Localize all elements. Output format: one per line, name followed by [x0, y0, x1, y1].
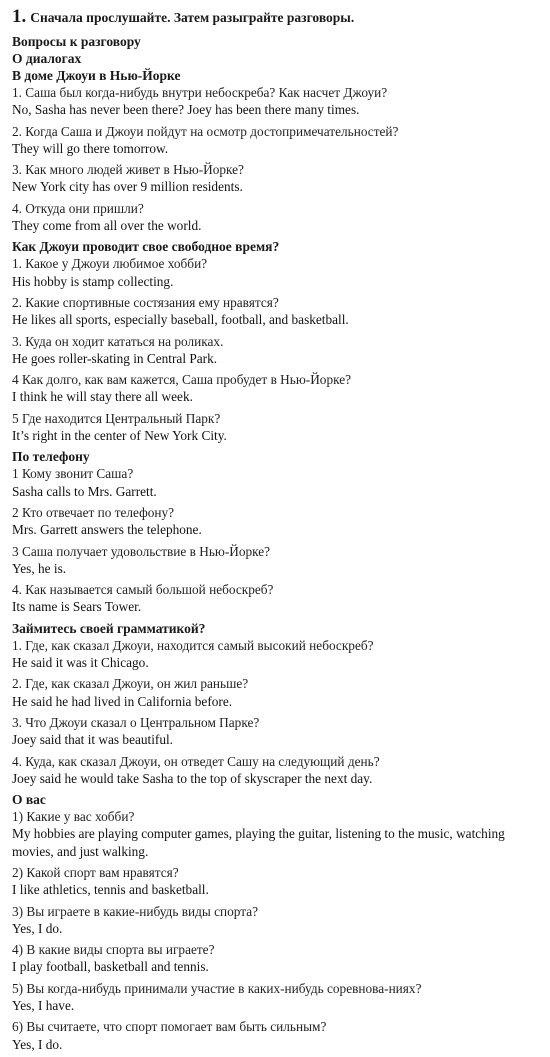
question-text: 3. Что Джоуи сказал о Центральном Парке?	[12, 714, 260, 730]
question-text: 2) Какой спорт вам нравятся?	[12, 864, 179, 880]
answer-text: No, Sasha has never been there? Joey has been there many times.	[12, 102, 360, 118]
section	[12, 791, 538, 1053]
question-answer-pair	[12, 675, 538, 710]
question-answer-pair	[12, 410, 538, 445]
answer-text: His hobby is stamp collecting.	[12, 273, 174, 289]
answer-text: I think he will stay there all week.	[12, 389, 193, 405]
answer-text: He said it was it Chicago.	[12, 655, 149, 671]
question-answer-pair	[12, 941, 538, 976]
question-answer-pair	[12, 864, 538, 899]
question-answer-pair	[12, 123, 538, 158]
answer-text: They come from all over the world.	[12, 218, 202, 234]
question-text: 4) В какие виды спорта вы играете?	[12, 942, 215, 958]
question-answer-pair	[12, 200, 538, 235]
question-text: 3. Как много людей живет в Нью-Йорке?	[12, 162, 244, 178]
question-answer-pair	[12, 465, 538, 500]
question-text: 4 Как долго, как вам кажется, Саша пробудет в Нью-Йорке?	[12, 372, 352, 388]
section-title: Как Джоуи проводит свое свободное время?	[12, 239, 280, 255]
question-text: 4. Как называется самый большой небоскреб?	[12, 582, 274, 598]
answer-text: Yes, I do.	[12, 1036, 63, 1052]
answer-text: He goes roller-skating in Central Park.	[12, 350, 218, 366]
question-text: 4. Куда, как сказал Джоуи, он отведет Сашу на следующий день?	[12, 753, 380, 769]
question-answer-pair	[12, 1018, 538, 1053]
question-text: 2. Когда Саша и Джоуи пойдут на осмотр достопримечательностей?	[12, 123, 399, 139]
answer-text: Yes, I do.	[12, 920, 63, 936]
section	[12, 238, 538, 444]
question-answer-pair	[12, 255, 538, 290]
document-page	[12, 6, 538, 1057]
question-answer-pair	[12, 980, 538, 1015]
section-title: О вас	[12, 792, 46, 808]
question-answer-pair	[12, 84, 538, 119]
answer-text: Joey said he would take Sasha to the top of skyscraper the next day.	[12, 770, 373, 786]
answer-text: Its name is Sears Tower.	[12, 599, 142, 615]
question-answer-pair	[12, 371, 538, 406]
question-answer-pair	[12, 333, 538, 368]
answer-text: New York city has over 9 million residents.	[12, 179, 243, 195]
question-answer-pair	[12, 581, 538, 616]
answer-text: He likes all sports, especially baseball, football, and basketball.	[12, 312, 349, 328]
answer-text: He said he had lived in California before.	[12, 693, 233, 709]
answer-text: I like athletics, tennis and basketball.	[12, 882, 209, 898]
answer-text: Mrs. Garrett answers the telephone.	[12, 522, 202, 538]
question-answer-pair	[12, 903, 538, 938]
exercise-instruction: Сначала прослушайте. Затем разыграйте разговоры.	[30, 10, 355, 25]
question-text: 1. Какое у Джоуи любимое хобби?	[12, 256, 208, 272]
question-answer-pair	[12, 637, 538, 672]
question-text: 1. Где, как сказал Джоуи, находится самый высокий небоскреб?	[12, 637, 374, 653]
question-answer-pair	[12, 714, 538, 749]
question-text: 5) Вы когда-нибудь принимали участие в каких-нибудь соревнова-ниях?	[12, 980, 422, 996]
section	[12, 448, 538, 615]
question-answer-pair	[12, 753, 538, 788]
exercise-header	[12, 6, 538, 28]
question-answer-pair	[12, 808, 538, 860]
question-text: 1 Кому звонит Саша?	[12, 466, 134, 482]
section-title: По телефону	[12, 449, 90, 465]
question-text: 3 Саша получает удовольствие в Нью-Йорке?	[12, 543, 271, 559]
question-text: 1. Саша был когда-нибудь внутри небоскреба? Как насчет Джоуи?	[12, 85, 388, 100]
question-text: 4. Откуда они пришли?	[12, 200, 144, 216]
topic-title: Вопросы к разговору	[12, 34, 141, 49]
about-dialogs-title: О диалогах	[12, 51, 82, 66]
answer-text: Joey said that it was beautiful.	[12, 732, 174, 748]
question-answer-pair	[12, 504, 538, 539]
answer-text: I play football, basketball and tennis.	[12, 959, 209, 975]
question-text: 2. Какие спортивные состязания ему нравятся?	[12, 294, 279, 310]
question-answer-pair	[12, 543, 538, 578]
question-text: 5 Где находится Центральный Парк?	[12, 410, 221, 426]
answer-text: Yes, he is.	[12, 560, 67, 576]
answer-text: Sasha calls to Mrs. Garrett.	[12, 483, 157, 499]
question-text: 2 Кто отвечает по телефону?	[12, 504, 175, 520]
question-text: 2. Где, как сказал Джоуи, он жил раньше?	[12, 676, 249, 692]
answer-text: Yes, I have.	[12, 998, 75, 1014]
exercise-number: 1.	[12, 6, 27, 27]
section-title: Займитесь своей грамматикой?	[12, 620, 206, 636]
sections-container	[12, 67, 538, 1053]
question-text: 3. Куда он ходит кататься на роликах.	[12, 333, 224, 349]
question-text: 6) Вы считаете, что спорт помогает вам быть сильным?	[12, 1019, 327, 1035]
question-answer-pair	[12, 161, 538, 196]
section-title: В доме Джоуи в Нью-Йорке	[12, 68, 181, 83]
answer-text: They will go there tomorrow.	[12, 140, 169, 156]
question-text: 3) Вы играете в какие-нибудь виды спорта?	[12, 903, 259, 919]
answer-text: My hobbies are playing computer games, playing the guitar, listening to the music, watching movies, and just walking.	[12, 826, 505, 859]
section	[12, 67, 538, 234]
question-answer-pair	[12, 294, 538, 329]
section	[12, 620, 538, 787]
answer-text: It’s right in the center of New York City.	[12, 428, 227, 444]
question-text: 1) Какие у вас хобби?	[12, 809, 135, 825]
